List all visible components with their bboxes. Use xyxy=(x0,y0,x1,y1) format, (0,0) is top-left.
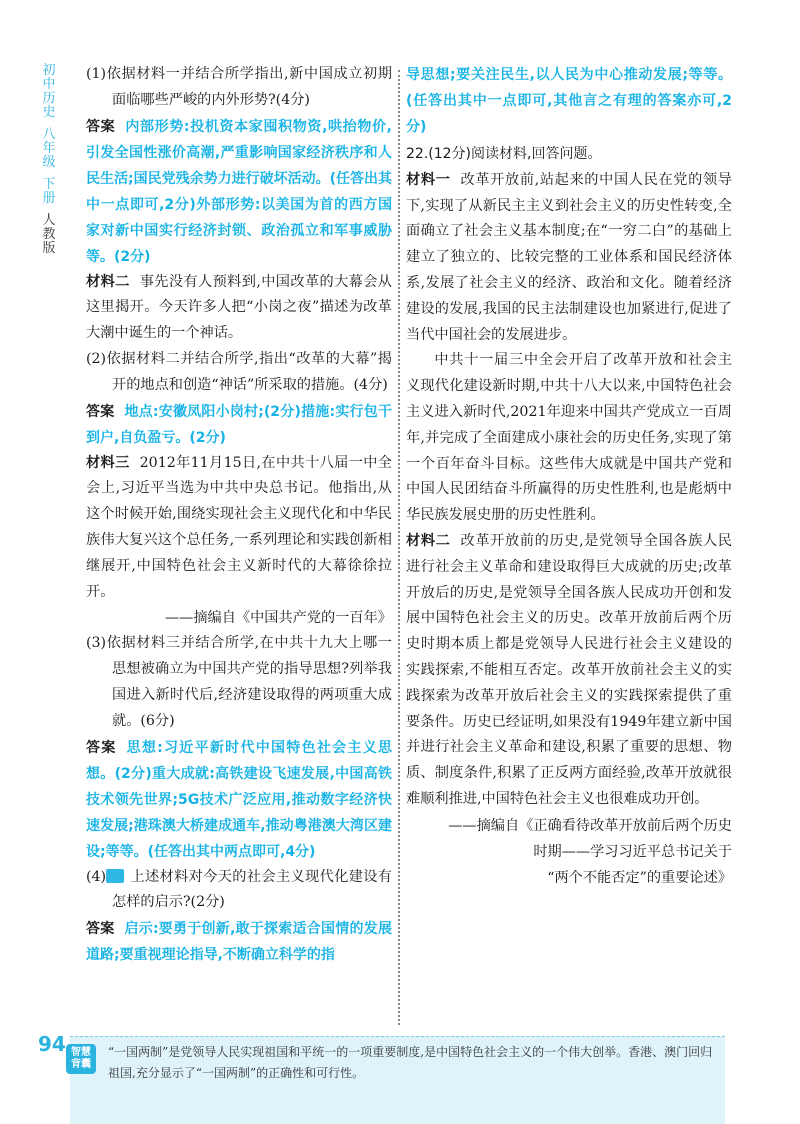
answer-1 xyxy=(86,114,392,270)
page-number: 94 xyxy=(38,1032,66,1056)
right-column xyxy=(406,62,732,891)
material-label: 材料二 xyxy=(86,273,130,290)
material-3-source: ——摘编自《中国共产党的一百年》 xyxy=(164,610,392,627)
tip-text: “一国两制”是党领导人民实现祖国和平统一的一项重要制度,是中国特色社会主义的一个伟大创举。香港、澳门回归祖国,充分显示了“一国两制”的正确性和可行性。 xyxy=(108,1045,713,1080)
answer-2 xyxy=(86,399,392,451)
material-text: 2012年11月15日,在中共十八届一中全会上,习近平当选为中共中央总书记。他指出,从这个时候开始,围绕实现社会主义现代化和中华民族伟大复兴这个总任务,一系列理论和实践创新相继展开,中国特色社会主义新时代的大幕徐徐拉开。 xyxy=(86,454,392,600)
material-label: 材料二 xyxy=(406,532,451,549)
material-2-right xyxy=(406,529,732,813)
side-label xyxy=(38,64,60,256)
question-4-number: (4) xyxy=(86,868,107,885)
source-line-1: ——摘编自《正确看待改革开放前后两个历史 xyxy=(448,817,732,834)
question-22: 22.(12分)阅读材料,回答问题。 xyxy=(406,146,602,162)
material-3 xyxy=(86,451,392,606)
subject-label: 初 中 历 史 xyxy=(42,63,56,120)
answer-3 xyxy=(86,735,392,865)
left-column xyxy=(86,62,392,968)
answer-label: 答案 xyxy=(86,921,115,938)
answer-label: 答案 xyxy=(86,739,117,756)
material-2 xyxy=(86,270,392,347)
tip-label: 智慧 背囊 xyxy=(66,1044,96,1074)
edition-label: 人 教 版 xyxy=(42,213,56,256)
answer-text: 内部形势:投机资本家囤积物资,哄抬物价,引发全国性涨价高潮,严重影响国家经济秩序和人民生活;国民党残余势力进行破坏活动。(任答出其中一点即可,2分)外部形势:以美国为首的西方国家对新中国实行经济封锁、政治孤立和军事威胁等。(2分) xyxy=(86,118,393,265)
answer-4 xyxy=(86,916,392,968)
answer-text: 思想:习近平新时代中国特色社会主义思想。(2分)重大成就:高铁建设飞速发展,中国高铁技术领先世界;5G技术广泛应用,推动数字经济快速发展;港珠澳大桥建成通车,推动粤港澳大湾区建设;等等。(任答出其中两点即可,4分) xyxy=(86,739,392,860)
answer-label: 答案 xyxy=(86,403,115,420)
material-text: 事先没有人预料到,中国改革的大幕会从这里揭开。今天许多人把“小岗之夜”描述为改革大潮中诞生的一个神话。 xyxy=(86,273,392,342)
volume-label: 下 册 xyxy=(42,177,56,206)
source-line-3: “两个不能否定”的重要论述》 xyxy=(547,869,732,886)
highlight-icon xyxy=(106,869,124,883)
material-label: 材料三 xyxy=(86,454,130,471)
material-label: 材料一 xyxy=(406,171,451,188)
question-2: (2)依据材料二并结合所学,指出“改革的大幕”揭开的地点和创造“神话”所采取的措施。(4分) xyxy=(86,350,392,393)
question-1: (1)依据材料一并结合所学指出,新中国成立初期面临哪些严峻的内外形势?(4分) xyxy=(86,66,392,108)
material-1 xyxy=(406,168,732,349)
question-4-text: 上述材料对今天的社会主义现代化建设有怎样的启示?(2分) xyxy=(112,868,392,911)
answer-text: 地点:安徽凤阳小岗村;(2分)措施:实行包干到户,自负盈亏。(2分) xyxy=(86,403,392,446)
answer-label: 答案 xyxy=(86,118,116,135)
question-3: (3)依据材料三并结合所学,在中共十九大上哪一思想被确立为中国共产党的指导思想?列举我国进入新时代后,经济建设取得的两项重大成就。(6分) xyxy=(86,635,392,729)
column-divider xyxy=(398,70,400,1025)
source-line-2: 时期——学习习近平总书记关于 xyxy=(533,843,732,860)
material-text: 改革开放前的历史,是党领导全国各族人民进行社会主义革命和建设取得巨大成就的历史;改革开放后的历史,是党领导全国各族人民成功开创和发展中国特色社会主义的历史。改革开放前后两个历史时期本质上都是党领导人民进行社会主义建设的实践探索,不能相互否定。改革开放前社会主义的实践探索为改革开放后社会主义的实践探索提供了重要条件。历史已经证明,如果没有1949年建立新中国并进行社会主义革命和建设,积累了重要的思想、物质、制度条件,积累了正反两方面经验,改革开放就很难顺利推进,中国特色社会主义也很难成功开创。 xyxy=(406,532,732,807)
material-1-paragraph-2: 中共十一届三中全会开启了改革开放和社会主义现代化建设新时期,中共十八大以来,中国特色社会主义进入新时代,2021年迎来中国共产党成立一百周年,并完成了全面建成小康社会的历史任务,实现了第一个百年奋斗目标。这些伟大成就是中国共产党和中国人民团结奋斗所赢得的历史性胜利,也是彪炳中华民族发展史册的历史性胜利。 xyxy=(406,352,732,524)
question-4 xyxy=(86,865,392,917)
grade-label: 八 年 级 xyxy=(42,127,56,170)
answer-text: 启示:要勇于创新,敢于探索适合国情的发展道路;要重视理论指导,不断确立科学的指 xyxy=(86,921,392,964)
material-text: 改革开放前,站起来的中国人民在党的领导下,实现了从新民主主义到社会主义的历史性转变,全面确立了社会主义基本制度;在“一穷二白”的基础上建立了独立的、比较完整的工业体系和国民经济体系,发展了社会主义的经济、政治和文化。随着经济建设的发展,我国的民主法制建设也加紧进行,促进了当代中国社会的发展进步。 xyxy=(406,171,732,343)
answer-4-continued: 导思想;要关注民生,以人民为中心推动发展;等等。(任答出其中一点即可,其他言之有理的答案亦可,2分) xyxy=(406,67,732,135)
